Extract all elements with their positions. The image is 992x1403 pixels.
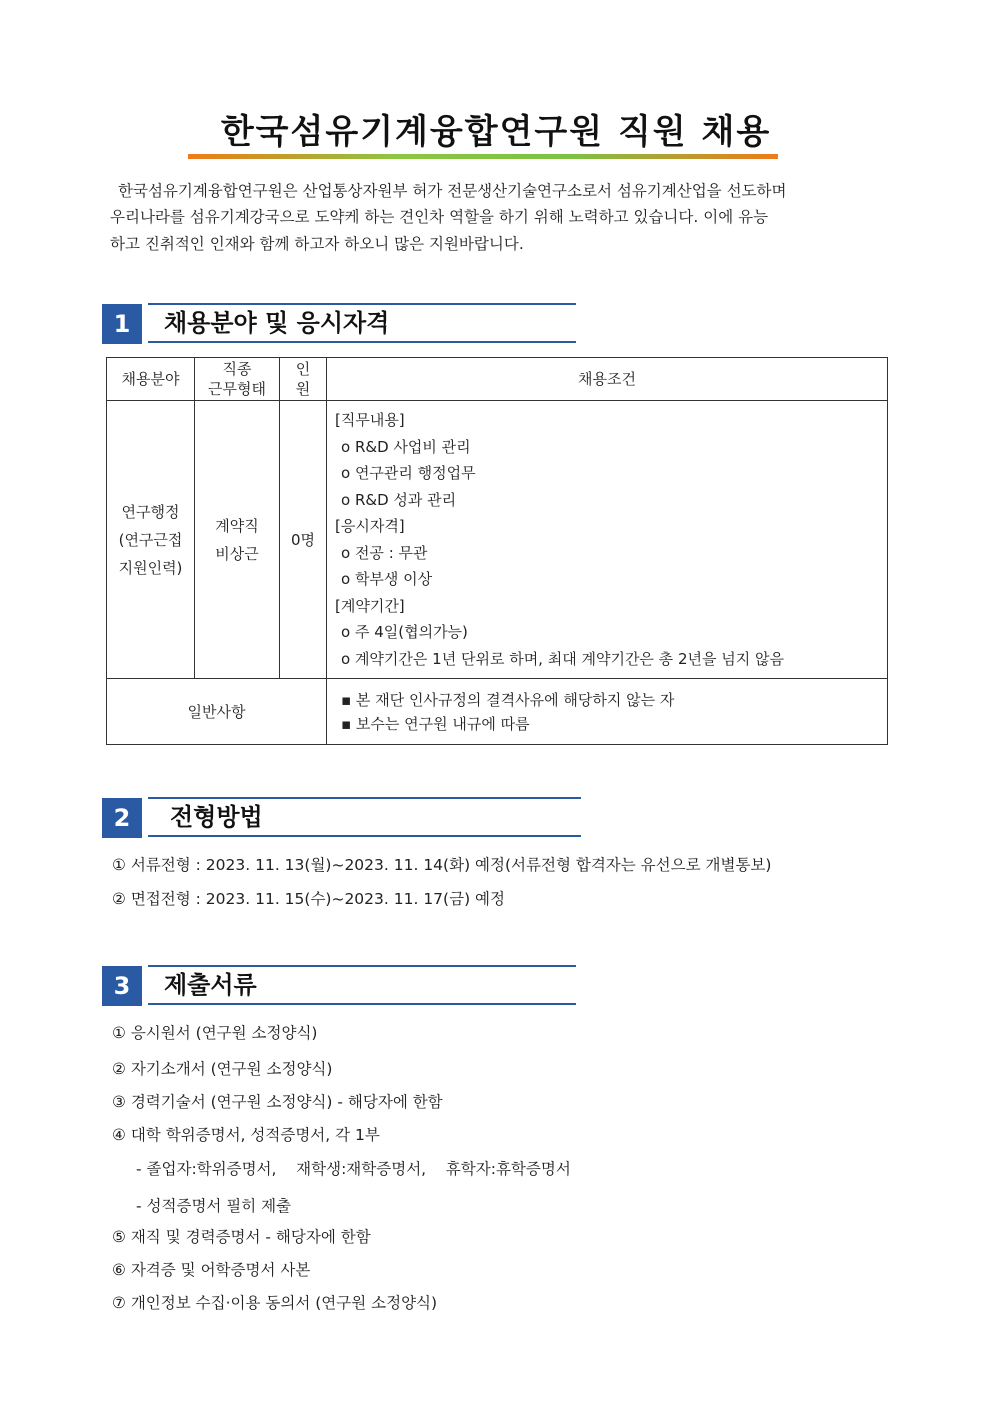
header-count	[280, 358, 327, 401]
section-3-number: 3	[102, 966, 142, 1006]
condition-heading: [계약기간]	[335, 596, 405, 615]
type-line: 비상근	[215, 544, 259, 563]
header-conditions: 채용조건	[327, 358, 888, 401]
general-item: ▪ 본 재단 인사규정의 결격사유에 해당하지 않는 자	[341, 690, 675, 709]
page-title: 한국섬유기계융합연구원 직원 채용	[220, 112, 772, 152]
document-item: ③ 경력기술서 (연구원 소정양식) - 해당자에 한함	[112, 1093, 443, 1111]
document-item: ② 자기소개서 (연구원 소정양식)	[112, 1060, 333, 1078]
field-line: 지원인력)	[118, 558, 183, 577]
document-subitem: - 성적증명서 필히 제출	[136, 1197, 292, 1215]
general-item: ▪ 보수는 연구원 내규에 따름	[341, 714, 530, 733]
section-2-title: 전형방법	[170, 803, 263, 831]
selection-step: ② 면접전형 : 2023. 11. 15(수)~2023. 11. 17(금) 예정	[112, 890, 505, 908]
title-underline	[188, 154, 778, 159]
condition-item: o 학부생 이상	[341, 570, 433, 588]
document-item: ⑥ 자격증 및 어학증명서 사본	[112, 1261, 311, 1279]
document-item: ⑦ 개인정보 수집·이용 동의서 (연구원 소정양식)	[112, 1294, 438, 1312]
general-row	[107, 679, 888, 745]
section-3-title: 제출서류	[164, 971, 257, 999]
count-cell: 0명	[280, 401, 327, 679]
general-items	[327, 679, 888, 745]
section-1-header	[148, 303, 576, 343]
document-subitem: - 졸업자:학위증명서, 재학생:재학증명서, 휴학자:휴학증명서	[136, 1160, 571, 1178]
header-type	[195, 358, 280, 401]
condition-item: o 주 4일(협의가능)	[341, 623, 468, 641]
header-type-line2: 근무형태	[208, 380, 266, 398]
header-field: 채용분야	[107, 358, 195, 401]
document-item: ④ 대학 학위증명서, 성적증명서, 각 1부	[112, 1126, 380, 1144]
intro-line-1: 한국섬유기계융합연구원은 산업통상자원부 허가 전문생산기술연구소로서 섬유기계산업을 선도하며	[118, 182, 787, 200]
type-line: 계약직	[215, 516, 259, 535]
section-1-title: 채용분야 및 응시자격	[164, 309, 390, 337]
conditions-cell	[327, 401, 888, 679]
field-cell	[107, 401, 195, 679]
condition-item: o R&D 성과 관리	[341, 490, 457, 509]
header-count-line2: 원	[295, 380, 311, 398]
condition-item: o 전공 : 무관	[341, 543, 428, 562]
section-2-header	[148, 797, 581, 837]
header-type-line1: 직종	[222, 360, 252, 378]
section-3-header	[148, 965, 576, 1005]
document-item: ⑤ 재직 및 경력증명서 - 해당자에 한함	[112, 1228, 371, 1246]
condition-heading: [응시자격]	[335, 517, 405, 535]
table-row	[107, 401, 888, 679]
header-count-line1: 인	[295, 360, 311, 378]
condition-item: o 계약기간은 1년 단위로 하며, 최대 계약기간은 총 2년을 넘지 않음	[341, 649, 784, 668]
table-header-row	[107, 358, 888, 401]
condition-item: o R&D 사업비 관리	[341, 437, 471, 456]
condition-item: o 연구관리 행정업무	[341, 464, 476, 482]
recruitment-table	[106, 357, 888, 745]
section-1-number: 1	[102, 304, 142, 344]
section-2-number: 2	[102, 798, 142, 838]
general-label: 일반사항	[107, 679, 327, 745]
field-line: 연구행정	[121, 502, 180, 521]
condition-heading: [직무내용]	[335, 411, 405, 429]
intro-line-2: 우리나라를 섬유기계강국으로 도약케 하는 견인차 역할을 하기 위해 노력하고 있습니다. 이에 유능	[110, 208, 769, 226]
type-cell	[195, 401, 280, 679]
document-item: ① 응시원서 (연구원 소정양식)	[112, 1024, 318, 1042]
selection-step: ① 서류전형 : 2023. 11. 13(월)~2023. 11. 14(화) 예정(서류전형 합격자는 유선으로 개별통보)	[112, 856, 772, 874]
field-line: (연구근접	[118, 530, 183, 549]
intro-line-3: 하고 진취적인 인재와 함께 하고자 하오니 많은 지원바랍니다.	[110, 235, 524, 253]
